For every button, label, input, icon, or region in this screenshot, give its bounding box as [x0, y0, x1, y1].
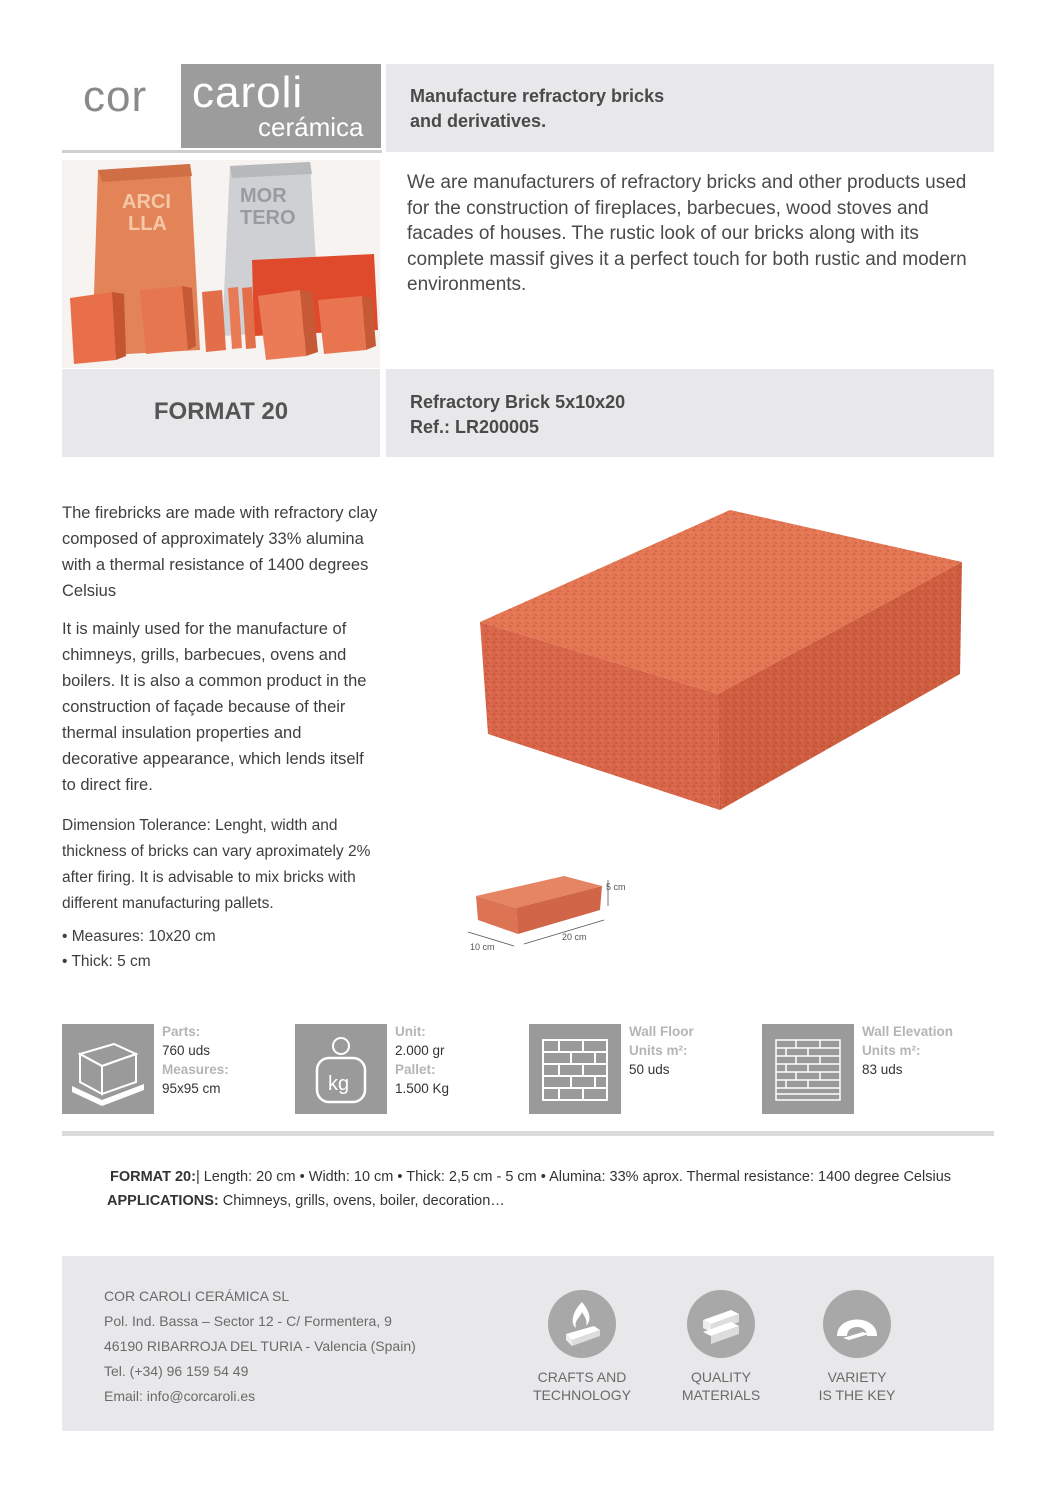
address-line-1: Pol. Ind. Bassa – Sector 12 - C/ Formentera, 9 — [104, 1313, 392, 1329]
applications-label: APPLICATIONS: — [107, 1193, 219, 1209]
kg-label: kg — [328, 1073, 350, 1095]
format-summary-text: | Length: 20 cm • Width: 10 cm • Thick: 2,5 cm - 5 cm • Alumina: 33% aprox. Thermal resistance: 1400 degree Celsius — [195, 1169, 952, 1185]
product-range-photo — [62, 160, 380, 368]
measures-list — [62, 924, 216, 974]
oven-arch-icon — [823, 1290, 891, 1358]
phone: Tel. (+34) 96 159 54 49 — [104, 1363, 249, 1379]
svg-text:LLA: LLA — [128, 213, 167, 235]
measures-bullet: • Measures: 10x20 cm — [62, 928, 216, 945]
logo-underline — [62, 150, 382, 153]
product-reference: Ref.: LR200005 — [410, 417, 540, 437]
header-tagline: Manufacture refractory bricks and derivatives. — [410, 86, 665, 131]
feature-variety-label: VARIETY IS THE KEY — [818, 1369, 896, 1403]
spec-parts: Parts: 760 uds Measures: 95x95 cm — [162, 1024, 229, 1096]
address-line-2: 46190 RIBARROJA DEL TURIA - Valencia (Spain) — [104, 1338, 416, 1354]
format-summary-label: FORMAT 20: — [110, 1169, 196, 1185]
section-divider — [62, 1131, 994, 1136]
description-paragraph-1: The firebricks are made with refractory clay composed of approximately 33% alumina with a thermal resistance of 1400 degrees Celsius — [62, 504, 378, 600]
height-label: 5 cm — [606, 882, 626, 892]
applications-summary — [107, 1193, 505, 1209]
brick-elevation-icon — [762, 1024, 854, 1114]
bag-text-arcilla: ARCI — [122, 191, 171, 213]
intro-text: We are manufacturers of refractory bricks and other products used for the construction of fireplaces, barbecues, wood stoves and facades of houses. The rustic look of our bricks along with its complete massif gives it a perfect touch for both rustic and modern environments. — [407, 172, 967, 295]
format-title: FORMAT 20 — [153, 398, 289, 425]
bag-text-mortero: MOR — [240, 185, 287, 207]
stacked-bricks-icon — [687, 1290, 755, 1358]
feature-quality-label: QUALITY MATERIALS — [681, 1369, 761, 1403]
thick-bullet: • Thick: 5 cm — [62, 953, 151, 970]
dimension-tolerance-text: Dimension Tolerance: Lenght, width and thickness of bricks can vary aproximately 2% after firing. It is advisable to mix bricks with different manufacturing pallets. — [62, 817, 371, 912]
logo-cor: cor — [83, 72, 148, 121]
logo-caroli: caroli — [192, 68, 304, 117]
company-name: COR CAROLI CERÁMICA SL — [104, 1288, 290, 1304]
description-paragraph-2: It is mainly used for the manufacture of chimneys, grills, barbecues, ovens and boilers. It is also a common product in the construction of façade because of their thermal insulation properties and decorative appearance, which lends itself to direct fire. — [62, 620, 367, 794]
pallet-box-icon — [62, 1024, 154, 1114]
flame-brick-icon — [548, 1290, 616, 1358]
spec-wall-elevation: Wall Elevation Units m²: 83 uds — [862, 1024, 954, 1077]
length-label: 20 cm — [562, 932, 587, 942]
brick-main-image — [380, 504, 1010, 816]
spec-unit: Unit: 2.000 gr Pallet: 1.500 Kg — [395, 1024, 450, 1096]
logo-ceramica: cerámica — [258, 112, 364, 142]
email[interactable]: Email: info@corcaroli.es — [104, 1388, 256, 1404]
brick-wall-icon — [529, 1024, 621, 1114]
spec-wall-floor: Wall Floor Units m²: 50 uds — [629, 1024, 694, 1077]
format-summary — [110, 1169, 951, 1185]
brick-dimension-diagram — [440, 856, 640, 956]
applications-text: Chimneys, grills, ovens, boiler, decoration… — [218, 1193, 505, 1209]
product-name: Refractory Brick 5x10x20 — [410, 392, 626, 412]
svg-text:TERO: TERO — [240, 207, 296, 229]
feature-crafts-label: CRAFTS AND TECHNOLOGY — [532, 1369, 631, 1403]
width-label: 10 cm — [470, 942, 495, 952]
weight-kg-icon — [295, 1024, 387, 1114]
